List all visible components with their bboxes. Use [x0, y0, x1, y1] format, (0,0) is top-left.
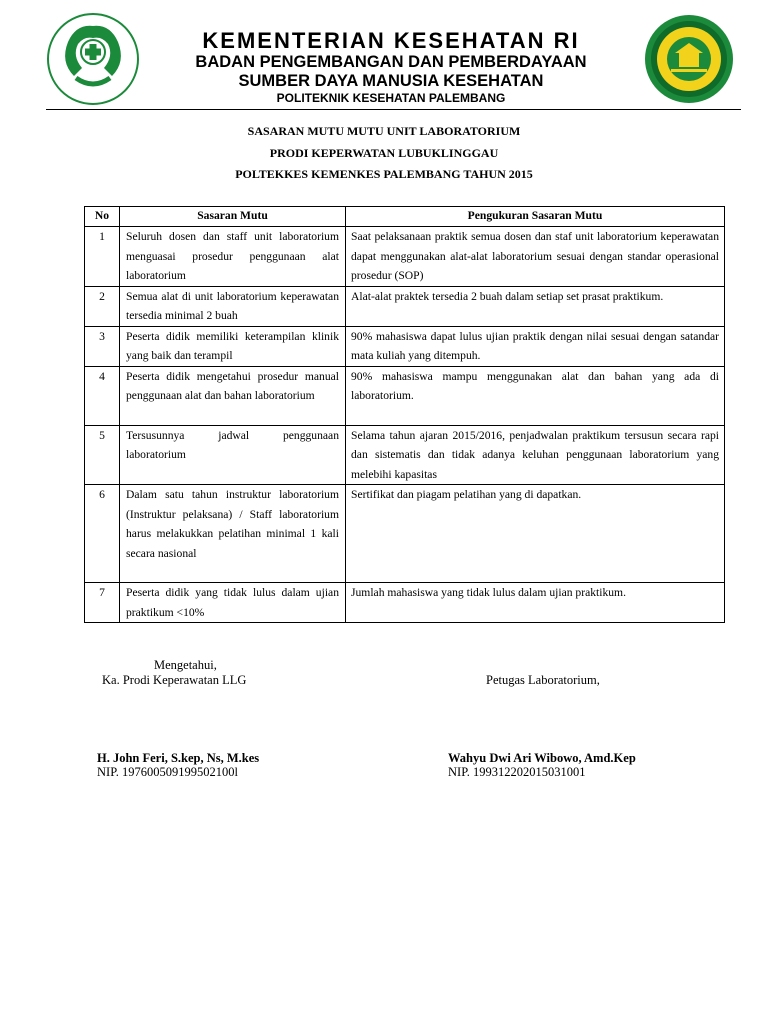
quality-target-table — [84, 206, 725, 623]
row-no: 2 — [85, 286, 120, 326]
table-row — [85, 485, 725, 583]
left-signatory-name: H. John Feri, S.kep, Ns, M.kes — [97, 751, 260, 765]
document-title — [0, 121, 768, 186]
right-signatory-name: Wahyu Dwi Ari Wibowo, Amd.Kep — [448, 751, 636, 765]
row-sasaran: Seluruh dosen dan staff unit laboratorium menguasai prosedur penggunaan alat laboratorium — [120, 227, 346, 287]
row-no: 4 — [85, 366, 120, 425]
header-pengukuran: Pengukuran Sasaran Mutu — [346, 207, 725, 227]
row-pengukuran: Sertifikat dan piagam pelatihan yang di dapatkan. — [346, 485, 725, 583]
row-pengukuran: 90% mahasiswa dapat lulus ujian praktik dengan nilai sesuai dengan satandar mata kuliah yang ditempuh. — [346, 326, 725, 366]
row-pengukuran: Selama tahun ajaran 2015/2016, penjadwalan praktikum tersusun secara rapi dan sistematis dan tidak adanya keluhan penggunaan laboratorium yang melebihi kapasitas — [346, 425, 725, 485]
header-divider — [46, 109, 741, 110]
row-no: 7 — [85, 583, 120, 623]
left-signatory-role: Ka. Prodi Keperawatan LLG — [102, 673, 247, 687]
bakti-husada-logo — [46, 12, 140, 106]
row-no: 6 — [85, 485, 120, 583]
row-no: 5 — [85, 425, 120, 485]
ministry-name: KEMENTERIAN KESEHATAN RI — [202, 28, 580, 53]
left-signatory-nip: NIP. 197600509199502100l — [97, 765, 238, 779]
title-line-2: PRODI KEPERWATAN LUBUKLINGGAU — [269, 145, 499, 160]
right-signatory-nip: NIP. 199312202015031001 — [448, 765, 586, 779]
table-row — [85, 366, 725, 425]
right-signatory-role: Petugas Laboratorium, — [486, 673, 600, 687]
table-header-row — [85, 207, 725, 227]
row-sasaran: Peserta didik mengetahui prosedur manual penggunaan alat dan bahan laboratorium — [120, 366, 346, 425]
row-pengukuran: Alat-alat praktek tersedia 2 buah dalam setiap set prasat praktikum. — [346, 286, 725, 326]
row-pengukuran: Jumlah mahasiswa yang tidak lulus dalam ujian praktikum. — [346, 583, 725, 623]
row-pengukuran: 90% mahasiswa mampu menggunakan alat dan bahan yang ada di laboratorium. — [346, 366, 725, 425]
row-sasaran: Peserta didik memiliki keterampilan klinik yang baik dan terampil — [120, 326, 346, 366]
letterhead — [0, 0, 768, 112]
acknowledge-label: Mengetahui, — [154, 658, 217, 672]
title-line-1: SASARAN MUTU MUTU UNIT LABORATORIUM — [247, 124, 521, 138]
row-pengukuran: Saat pelaksanaan praktik semua dosen dan staf unit laboratorium keperawatan dapat menggunakan alat-alat laboratorium sesuai dengan standar operasional prosedur (SOP) — [346, 227, 725, 287]
table-row — [85, 286, 725, 326]
row-sasaran: Tersusunnya jadwal penggunaan laboratorium — [120, 425, 346, 485]
row-no: 3 — [85, 326, 120, 366]
row-sasaran: Peserta didik yang tidak lulus dalam ujian praktikum <10% — [120, 583, 346, 623]
table-row — [85, 425, 725, 485]
row-sasaran: Semua alat di unit laboratorium keperawatan tersedia minimal 2 buah — [120, 286, 346, 326]
header-sasaran: Sasaran Mutu — [120, 207, 346, 227]
agency-line-2: SUMBER DAYA MANUSIA KESEHATAN — [238, 72, 544, 90]
row-sasaran: Dalam satu tahun instruktur laboratorium (Instruktur pelaksana) / Staff laboratorium harus melakukkan pelatihan minimal 1 kali secara nasional — [120, 485, 346, 583]
table-row — [85, 326, 725, 366]
table-row — [85, 583, 725, 623]
title-line-3: POLTEKKES KEMENKES PALEMBANG TAHUN 2015 — [235, 167, 533, 181]
institution-name: POLITEKNIK KESEHATAN PALEMBANG — [276, 91, 506, 105]
row-no: 1 — [85, 227, 120, 287]
header-no: No — [85, 207, 120, 227]
table-row — [85, 227, 725, 287]
poltekkes-palembang-logo — [637, 12, 741, 106]
agency-line-1: BADAN PENGEMBANGAN DAN PEMBERDAYAAN — [195, 53, 587, 71]
